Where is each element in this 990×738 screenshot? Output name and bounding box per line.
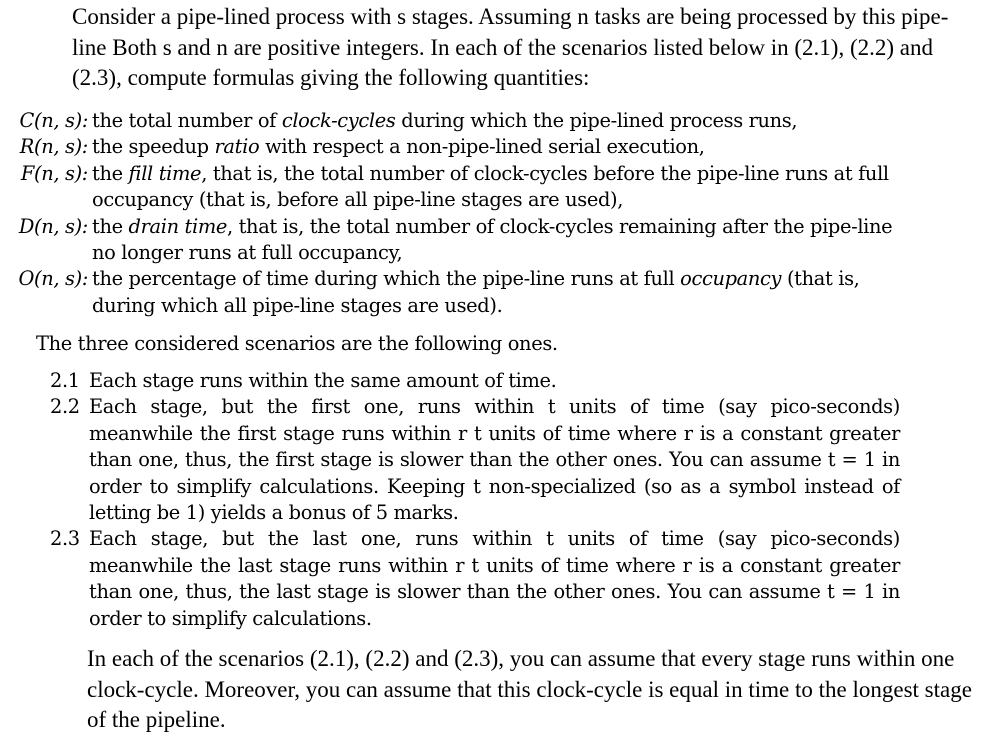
- definition-item: [4, 266, 904, 319]
- definition-symbol: R(n, s):: [19, 135, 88, 159]
- scenario-text: Each stage runs within the same amount of time.: [89, 369, 557, 392]
- definitions-list: [4, 108, 904, 319]
- closing-paragraph: In each of the scenarios (2.1), (2.2) and (2.3), you can assume that every stage runs within one clock-cycle. Moreover, you can assume that this clock-cycle is equal in time to the longest stage of the pipeline.: [87, 646, 972, 732]
- definition-text: the speedup ratio with respect a non-pipe-lined serial execution,: [92, 135, 705, 159]
- scenario-item: [50, 394, 900, 526]
- scenario-text: Each stage, but the first one, runs within t units of time (say pico-seconds) meanwhile the first stage runs within r t units of time where r is a constant greater than one, thus, the first stage is slower than the other ones. You can assume t = 1 in order to simplify calculations. Keeping t non-specialized (so as a symbol instead of letting be 1) yields a bonus of 5 marks.: [89, 395, 900, 525]
- intro-paragraph: Consider a pipe-lined process with s stages. Assuming n tasks are being processed by this pipe-line Both s and n are positive integers. In each of the scenarios listed below in (2.1), (2.2) and (2.3), compute formulas giving the following quantities:: [72, 4, 949, 90]
- definition-symbol: O(n, s):: [18, 267, 88, 291]
- definition-symbol: D(n, s):: [18, 214, 88, 238]
- definition-item: [4, 161, 904, 214]
- scenario-number: 2.3: [50, 527, 80, 551]
- scenario-intro: The three considered scenarios are the following ones.: [36, 332, 558, 355]
- scenario-list: [50, 368, 900, 632]
- definition-text: the fill time, that is, the total number of clock-cycles before the pipe-line runs at full occupancy (that is, before all pipe-line stages are used),: [92, 161, 889, 212]
- definition-symbol: F(n, s):: [20, 161, 88, 185]
- scenario-number: 2.2: [50, 395, 80, 419]
- scenario-text: Each stage, but the last one, runs within t units of time (say pico-seconds) meanwhile the last stage runs within r t units of time where r is a constant greater than one, thus, the last stage is slower than the other ones. You can assume t = 1 in order to simplify calculations.: [89, 527, 900, 630]
- definition-text: the percentage of time during which the pipe-line runs at full occupancy (that is, during which all pipe-line stages are used).: [92, 267, 860, 317]
- scenario-item: [50, 368, 900, 394]
- definition-text: the total number of clock-cycles during which the pipe-lined process runs,: [92, 109, 798, 132]
- scenario-number: 2.1: [50, 369, 80, 392]
- definition-item: [4, 134, 904, 160]
- definition-item: [4, 108, 904, 134]
- scenario-item: [50, 526, 900, 632]
- definition-item: [4, 214, 904, 267]
- definition-symbol: C(n, s):: [19, 109, 88, 132]
- definition-text: the drain time, that is, the total number of clock-cycles remaining after the pipe-line no longer runs at full occupancy,: [92, 214, 893, 265]
